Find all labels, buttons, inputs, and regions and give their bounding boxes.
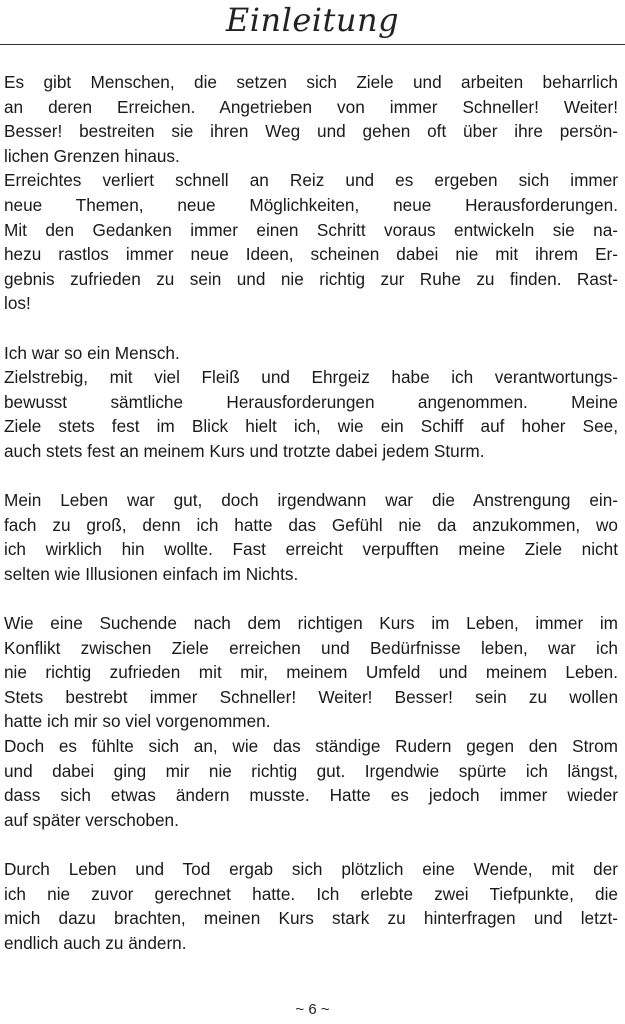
text-line: mich dazu brachten, meinen Kurs stark zu hinterfragen und letzt- xyxy=(4,908,618,929)
paragraph-gap xyxy=(4,586,618,611)
text-line: ich wirklich hin wollte. Fast erreicht verpufften meine Ziele nicht xyxy=(4,539,618,560)
text-line: nie richtig zufrieden mit mir, meinem Umfeld und meinem Leben. xyxy=(4,662,618,683)
text-line: fach zu groß, denn ich hatte das Gefühl nie da anzukommen, wo xyxy=(4,514,618,535)
paragraph xyxy=(4,70,618,316)
paragraph-gap xyxy=(4,464,618,489)
text-line: Ich war so ein Mensch. xyxy=(4,342,180,363)
paragraph xyxy=(4,857,618,955)
text-line: Wie eine Suchende nach dem richtigen Kurs im Leben, immer im xyxy=(4,613,618,634)
text-line: Es gibt Menschen, die setzen sich Ziele und arbeiten beharrlich xyxy=(4,72,618,92)
text-line: los! xyxy=(4,293,31,314)
text-line: Doch es fühlte sich an, wie das ständige Rudern gegen den Strom xyxy=(4,736,618,757)
text-line: auch stets fest an meinem Kurs und trotzte dabei jedem Sturm. xyxy=(4,440,485,461)
body-text xyxy=(4,70,618,955)
text-line: hezu rastlos immer neue Ideen, scheinen dabei nie mit ihrem Er- xyxy=(4,244,618,265)
text-line: Zielstrebig, mit viel Fleiß und Ehrgeiz habe ich verantwortungs- xyxy=(4,367,618,388)
text-line: Besser! bestreiten sie ihren Weg und gehen oft über ihre persön- xyxy=(4,121,618,142)
text-line: lichen Grenzen hinaus. xyxy=(4,145,180,166)
text-line: Ziele stets fest im Blick hielt ich, wie ein Schiff auf hoher See, xyxy=(4,416,618,437)
paragraph-gap xyxy=(4,316,618,341)
text-line: selten wie Illusionen einfach im Nichts. xyxy=(4,563,299,584)
paragraph xyxy=(4,341,618,464)
text-line: an deren Erreichen. Angetrieben von immer Schneller! Weiter! xyxy=(4,96,618,117)
text-line: bewusst sämtliche Herausforderungen angenommen. Meine xyxy=(4,391,618,412)
text-line: Konflikt zwischen Ziele erreichen und Bedürfnisse leben, war ich xyxy=(4,637,618,658)
paragraph xyxy=(4,488,618,586)
text-line: gebnis zufrieden zu sein und nie richtig zur Ruhe zu finden. Rast- xyxy=(4,268,618,289)
text-line: und dabei ging mir nie richtig gut. Irgendwie spürte ich längst, xyxy=(4,760,618,781)
text-line: Mein Leben war gut, doch irgendwann war die Anstrengung ein- xyxy=(4,490,618,511)
text-line: endlich auch zu ändern. xyxy=(4,932,187,953)
text-line: Durch Leben und Tod ergab sich plötzlich eine Wende, mit der xyxy=(4,859,618,879)
text-line: auf später verschoben. xyxy=(4,809,179,830)
text-line: Stets bestrebt immer Schneller! Weiter! Besser! sein zu wollen xyxy=(4,686,618,707)
paragraph-gap xyxy=(4,832,618,857)
text-line: neue Themen, neue Möglichkeiten, neue Herausforderungen. xyxy=(4,194,618,215)
title-divider xyxy=(0,44,625,45)
page-title: Einleitung xyxy=(225,1,400,39)
text-line: dass sich etwas ändern musste. Hatte es jedoch immer wieder xyxy=(4,785,618,806)
text-line: Mit den Gedanken immer einen Schritt voraus entwickeln sie na- xyxy=(4,219,618,240)
paragraph xyxy=(4,611,618,832)
text-line: ich nie zuvor gerechnet hatte. Ich erlebte zwei Tiefpunkte, die xyxy=(4,883,618,904)
text-line: hatte ich mir so viel vorgenommen. xyxy=(4,711,271,732)
text-line: Erreichtes verliert schnell an Reiz und es ergeben sich immer xyxy=(4,170,618,191)
page-number: ~ 6 ~ xyxy=(295,1001,330,1018)
